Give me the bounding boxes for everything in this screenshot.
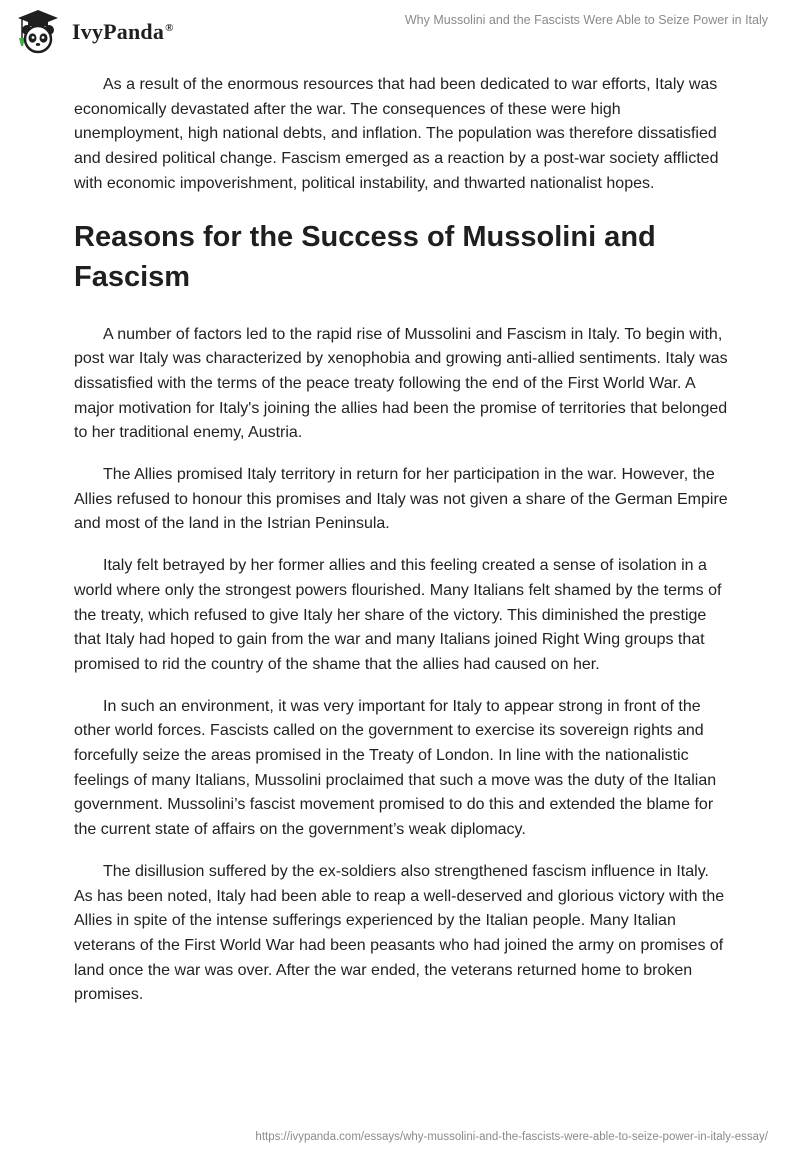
- document-title: Why Mussolini and the Fascists Were Able to Seize Power in Italy: [404, 13, 768, 27]
- brand-name: IvyPanda®: [72, 19, 174, 44]
- section-heading: Reasons for the Success of Mussolini and Fascism: [74, 220, 656, 293]
- essay-body: [74, 73, 729, 1025]
- source-url[interactable]: https://ivypanda.com/essays/why-mussolini-and-the-fascists-were-able-to-seize-power-in-italy-essay/: [255, 1131, 768, 1143]
- paragraph-3: Italy felt betrayed by her former allies and this feeling created a sense of isolation in a world where only the strongest powers flourished. Many Italians felt shamed by the terms of the treaty, which refused to give Italy her share of the victory. This diminished the prestige that Italy had hoped to gain from the war and many Italians joined Right Wing groups that promised to rid the country of the shame that the allies had caused on her.: [74, 557, 722, 673]
- paragraph-1: A number of factors led to the rapid rise of Mussolini and Fascism in Italy. To begin with, post war Italy was characterized by xenophobia and growing anti-allied sentiments. Italy was dissatisfied with the terms of the peace treaty following the end of the First World War. A major motivation for Italy's joining the allies had been the promise of territories that belonged to her traditional enemy, Austria.: [74, 325, 728, 442]
- brand-logo[interactable]: [14, 8, 174, 56]
- panda-graduate-icon: [14, 8, 62, 56]
- intro-paragraph: As a result of the enormous resources that had been dedicated to war efforts, Italy was economically devastated after the war. The consequences of these were high unemployment, high national debts, and inflation. The population was therefore dissatisfied and desired political change. Fascism emerged as a reaction by a post-war society afflicted with economic impoverishment, political instability, and thwarted nationalist hopes.: [74, 76, 719, 192]
- paragraph-2: The Allies promised Italy territory in return for her participation in the war. However, the Allies refused to honour this promises and Italy was not given a share of the German Empire and most of the land in the Istrian Peninsula.: [74, 466, 728, 533]
- registered-mark: ®: [165, 21, 174, 34]
- page-header: [0, 0, 800, 64]
- paragraph-4: In such an environment, it was very important for Italy to appear strong in front of the other world forces. Fascists called on the government to exercise its sovereign rights and forcefully seize the areas promised in the Treaty of London. In line with the nationalistic feelings of many Italians, Mussolini proclaimed that such a move was the duty of the Italian government. Mussolini’s fascist movement promised to do this and extended the blame for the current state of affairs on the government’s weak diplomacy.: [74, 697, 717, 839]
- paragraph-5: The disillusion suffered by the ex-soldiers also strengthened fascism influence in Italy. As has been noted, Italy had been able to reap a well-deserved and glorious victory with the Allies in spite of the intense sufferings experienced by the Italian people. Many Italian veterans of the First World War had been peasants who had joined the army on promises of land once the war was over. After the war ended, the veterans returned home to broken promises.: [74, 862, 725, 1004]
